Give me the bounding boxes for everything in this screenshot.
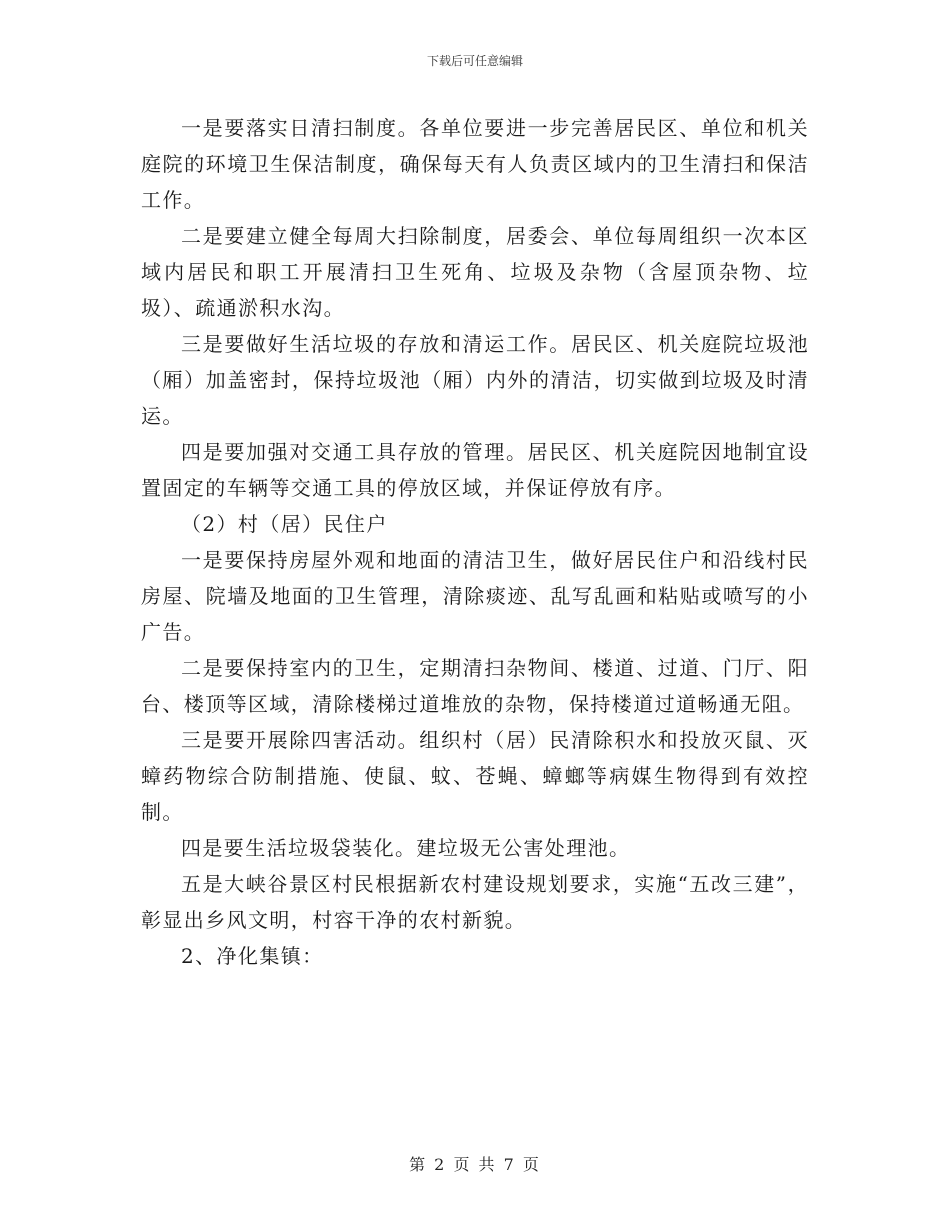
paragraph-garbage-storage: 三是要做好生活垃圾的存放和清运工作。居民区、机关庭院垃圾池（厢）加盖密封，保持垃圾池（厢）内外的清洁，切实做到垃圾及时清运。: [141, 332, 809, 428]
section-heading-residents: （2）村（居）民住户: [181, 512, 388, 536]
paragraph-pest-control: 三是要开展除四害活动。组织村（居）民清除积水和投放灭鼠、灭蟑药物综合防制措施、使鼠、蚊、苍蝇、蟑螂等病媒生物得到有效控制。: [141, 728, 809, 824]
paragraph-house-exterior: 一是要保持房屋外观和地面的清洁卫生，做好居民住户和沿线村民房屋、院墙及地面的卫生管理，清除痰迹、乱写乱画和粘贴或喷写的小广告。: [141, 548, 809, 644]
page-number: 第 2 页 共 7 页: [409, 1155, 541, 1174]
document-body: [141, 110, 809, 974]
paragraph-daily-cleaning: 一是要落实日清扫制度。各单位要进一步完善居民区、单位和机关庭院的环境卫生保洁制度，确保每天有人负责区域内的卫生清扫和保洁工作。: [141, 116, 809, 212]
paragraph-village-renewal: 五是大峡谷景区村民根据新农村建设规划要求，实施“五改三建”，彰显出乡风文明，村容干净的农村新貌。: [141, 872, 809, 932]
paragraph-weekly-cleanup: 二是要建立健全每周大扫除制度，居委会、单位每周组织一次本区域内居民和职工开展清扫卫生死角、垃圾及杂物（含屋顶杂物、垃圾）、疏通淤积水沟。: [141, 224, 809, 320]
section-heading-town: 2、净化集镇：: [181, 944, 324, 968]
page-header: 下载后可任意编辑: [426, 54, 523, 68]
paragraph-indoor-hygiene: 二是要保持室内的卫生，定期清扫杂物间、楼道、过道、门厅、阳台、楼顶等区域，清除楼梯过道堆放的杂物，保持楼道过道畅通无阻。: [141, 656, 809, 716]
paragraph-bagged-garbage: 四是要生活垃圾袋装化。建垃圾无公害处理池。: [181, 836, 631, 860]
paragraph-vehicle-parking: 四是要加强对交通工具存放的管理。居民区、机关庭院因地制宜设置固定的车辆等交通工具的停放区域，并保证停放有序。: [141, 440, 809, 500]
